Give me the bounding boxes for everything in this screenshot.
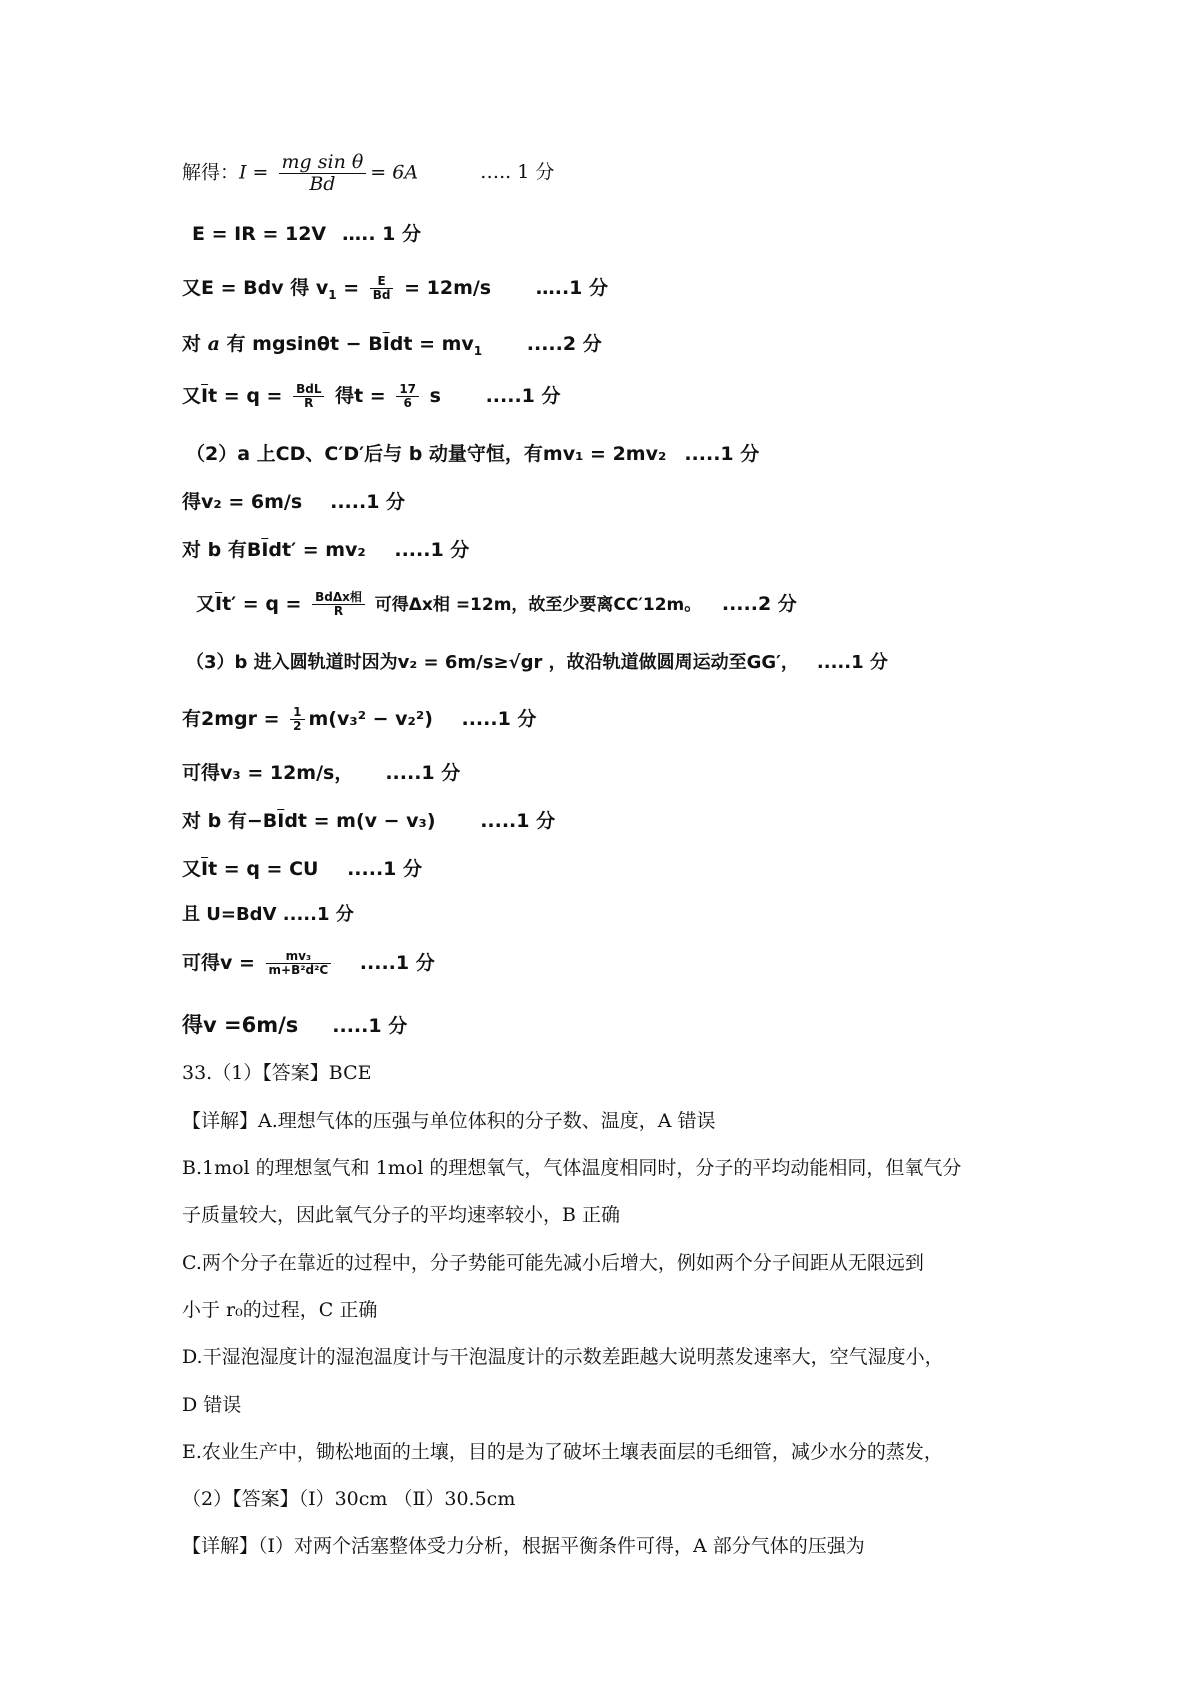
solution-line-2 xyxy=(192,221,421,247)
detail-c-line2: 小于 r₀的过程，C 正确 xyxy=(182,1299,378,1321)
solution-line-6: （2）a 上CD、C′D′后与 b 动量守恒，有mv₁ = 2mv₂ .....1 分 xyxy=(186,443,760,465)
detail-e: E.农业生产中，锄松地面的土壤，目的是为了破坏土壤表面层的毛细管，减少水分的蒸发， xyxy=(182,1441,943,1463)
score-text: .....1 分 xyxy=(332,1015,408,1037)
score-text: .....1 分 xyxy=(480,810,556,832)
line-text: 解得： xyxy=(182,161,240,184)
score-text: .....1 分 xyxy=(347,858,423,880)
detail-33-2: 【详解】（Ⅰ）对两个活塞整体受力分析，根据平衡条件可得，A 部分气体的压强为 xyxy=(182,1535,865,1557)
solution-line-16: 可得v = $\frac{\text{mv₃}}{\text{m+B²d²C}}$ .....1 分 xyxy=(182,949,435,978)
equation-text: I = xyxy=(239,161,269,184)
solution-line-5: 又$\overline{I}t = q$ = $\frac{\text{BdL}}{R}$ 得t = $\frac{17}{6}$ s .....1 分 xyxy=(182,382,561,411)
detail-d-line1: D.干湿泡湿度计的湿泡温度计与干泡温度计的示数差距越大说明蒸发速率大，空气湿度小， xyxy=(182,1346,944,1368)
solution-line-12: 可得v₃ = 12m/s， .....1 分 xyxy=(182,762,461,784)
fraction: $\frac{E}{Bd}$ xyxy=(370,275,394,302)
solution-line-14: 又$\overline{I}t = q$ = CU .....1 分 xyxy=(182,858,423,880)
score-text: .....2 分 xyxy=(526,333,602,355)
answer-33-2: （2）【答案】（Ⅰ）30cm （Ⅱ）30.5cm xyxy=(182,1488,516,1510)
solution-line-8: 对 b 有$B\overline{I}dt' = mv_2$ .....1 分 xyxy=(182,539,470,561)
fraction: $\frac{\text{mv₃}}{\text{m+B²d²C}}$ xyxy=(266,950,332,977)
solution-line-3: 又E = Bdv 得 $v_1$ = $\frac{E}{Bd}$ = 12m/s …..1 分 xyxy=(182,274,609,303)
variable-a: a xyxy=(207,333,220,355)
score-text: .....1 分 xyxy=(330,491,406,513)
score-text: .....1 分 xyxy=(461,708,537,731)
score-text: .....1 分 xyxy=(394,539,470,561)
solution-line-4: 对 a 有 $mgsin\theta t - B\overline{I}dt = mv_1$ .....2 分 xyxy=(182,333,602,358)
answer-33-1: 33.（1）【答案】BCE xyxy=(182,1062,372,1084)
fraction: $\frac{\text{mg sin θ}}{Bd}$ xyxy=(279,152,367,195)
score-text: .....1 分 xyxy=(385,762,461,784)
equation-text: E = IR = 12V xyxy=(192,223,327,245)
equation-text: = 6A xyxy=(370,161,419,184)
solution-line-15: 且 U=BdV .....1 分 xyxy=(182,904,354,925)
solution-line-9: 又$\overline{I}t' = q$ = $\frac{\text{BdΔx相}}{R}$ 可得Δx相 =12m，故至少要离CC′12m。 .....2 分 xyxy=(196,590,797,619)
solution-line-17: 得v =6m/s .....1 分 xyxy=(182,1013,408,1037)
solution-line-13: 对 b 有$-B\overline{I}dt = m(v - v_3)$ .....1 分 xyxy=(182,810,556,832)
score-text: .....2 分 xyxy=(721,593,797,616)
score-text: …..1 分 xyxy=(535,277,609,300)
detail-d-line2: D 错误 xyxy=(182,1394,242,1416)
score-text: .....1 分 xyxy=(684,443,760,465)
solution-line-10: （3）b 进入圆轨道时因为v₂ = 6m/s≥√gr ，故沿轨道做圆周运动至GG′， .....1 分 xyxy=(186,652,888,673)
solution-line-1 xyxy=(182,152,554,195)
fraction: $\frac{17}{6}$ xyxy=(396,383,419,410)
solution-line-7: 得v₂ = 6m/s .....1 分 xyxy=(182,491,406,513)
fraction: $\frac{\text{BdΔx相}}{R}$ xyxy=(312,591,365,618)
score-text: ….. 1 分 xyxy=(342,223,422,245)
score-text: ….. 1 分 xyxy=(480,161,555,184)
detail-b-line2: 子质量较大，因此氧气分子的平均速率较小，B 正确 xyxy=(182,1204,621,1226)
score-text: .....1 分 xyxy=(485,385,561,408)
score-text: .....1 分 xyxy=(359,952,435,975)
solution-line-11: 有2mgr = $\frac{1}{2}$ m(v₃² − v₂²) .....1 分 xyxy=(182,705,537,734)
equation-text: 又E = Bdv 得 v xyxy=(182,277,329,300)
detail-a: 【详解】A.理想气体的压强与单位体积的分子数、温度，A 错误 xyxy=(182,1110,716,1132)
score-text: .....1 分 xyxy=(816,652,888,673)
fraction: $\frac{\text{BdL}}{R}$ xyxy=(293,383,324,410)
fraction: $\frac{1}{2}$ xyxy=(290,706,304,733)
detail-c-line1: C.两个分子在靠近的过程中，分子势能可能先减小后增大，例如两个分子间距从无限远到 xyxy=(182,1252,924,1274)
detail-b-line1: B.1mol 的理想氢气和 1mol 的理想氧气，气体温度相同时，分子的平均动能相同，但氧气分 xyxy=(182,1157,962,1179)
